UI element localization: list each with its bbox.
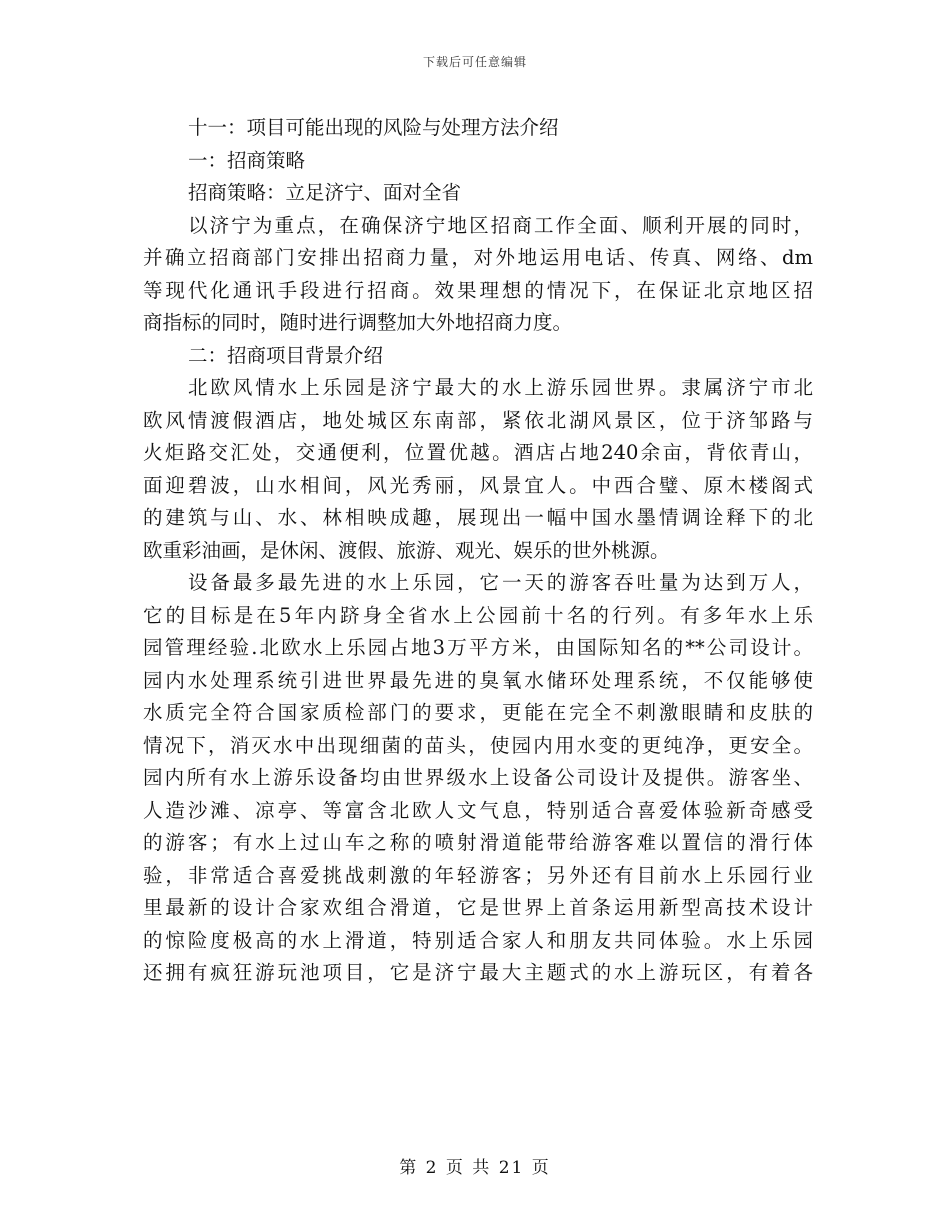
text-line: 以济宁为重点，在确保济宁地区招商工作全面、顺利开展的同时， <box>188 213 813 237</box>
text-line: 人造沙滩、凉亭、等富含北欧人文气息，特别适合喜爱体验新奇感受 <box>143 798 813 822</box>
text-line: 等现代化通讯手段进行招商。效果理想的情况下，在保证北京地区招 <box>143 278 813 302</box>
text-line: 水质完全符合国家质检部门的要求，更能在完全不刺激眼睛和皮肤的 <box>143 701 813 724</box>
text-line: 招商策略：立足济宁、面对全省 <box>188 181 462 204</box>
text-line: 园内水处理系统引进世界最先进的臭氧水储环处理系统，不仅能够使 <box>143 668 813 692</box>
text-line: 火炬路交汇处，交通便利，位置优越。酒店占地240余亩，背依青山， <box>143 441 813 464</box>
text-line: 欧风情渡假酒店，地处城区东南部，紧依北湖风景区，位于济邹路与 <box>143 408 813 432</box>
text-line: 设备最多最先进的水上乐园，它一天的游客吞吐量为达到万人， <box>188 571 813 594</box>
text-line: 面迎碧波，山水相间，风光秀丽，风景宜人。中西合璧、原木楼阁式 <box>143 473 813 497</box>
text-line: 的游客；有水上过山车之称的喷射滑道能带给游客难以置信的滑行体 <box>143 831 813 854</box>
text-line: 北欧风情水上乐园是济宁最大的水上游乐园世界。隶属济宁市北 <box>188 376 813 399</box>
text-line: 验，非常适合喜爱挑战刺激的年轻游客；另外还有目前水上乐园行业 <box>143 863 813 887</box>
text-line: 园管理经验.北欧水上乐园占地3万平方米，由国际知名的**公司设计。 <box>143 636 813 659</box>
document-body <box>143 112 813 990</box>
text-line: 一：招商策略 <box>188 148 306 172</box>
text-line: 的惊险度极高的水上滑道，特别适合家人和朋友共同体验。水上乐园 <box>143 928 813 952</box>
page-header: 下载后可任意编辑 <box>422 55 527 69</box>
page-footer: 第 2 页 共 21 页 <box>399 1158 551 1178</box>
text-line: 欧重彩油画，是休闲、渡假、旅游、观光、娱乐的世外桃源。 <box>143 538 670 562</box>
text-line: 二：招商项目背景介绍 <box>188 343 384 367</box>
text-line: 它的目标是在5年内跻身全省水上公园前十名的行列。有多年水上乐 <box>143 603 813 627</box>
text-line: 的建筑与山、水、林相映成趣，展现出一幅中国水墨情调诠释下的北 <box>143 506 813 529</box>
text-line: 园内所有水上游乐设备均由世界级水上设备公司设计及提供。游客坐、 <box>143 766 813 789</box>
text-line: 并确立招商部门安排出招商力量，对外地运用电话、传真、网络、dm <box>143 246 813 269</box>
text-line: 里最新的设计合家欢组合滑道，它是世界上首条运用新型高技术设计 <box>143 896 813 919</box>
text-line: 商指标的同时，随时进行调整加大外地招商力度。 <box>143 311 573 334</box>
text-line: 情况下，消灭水中出现细菌的苗头，使园内用水变的更纯净，更安全。 <box>143 733 813 757</box>
text-line: 还拥有疯狂游玩池项目，它是济宁最大主题式的水上游玩区，有着各 <box>143 961 813 984</box>
text-line: 十一：项目可能出现的风险与处理方法介绍 <box>188 116 559 139</box>
